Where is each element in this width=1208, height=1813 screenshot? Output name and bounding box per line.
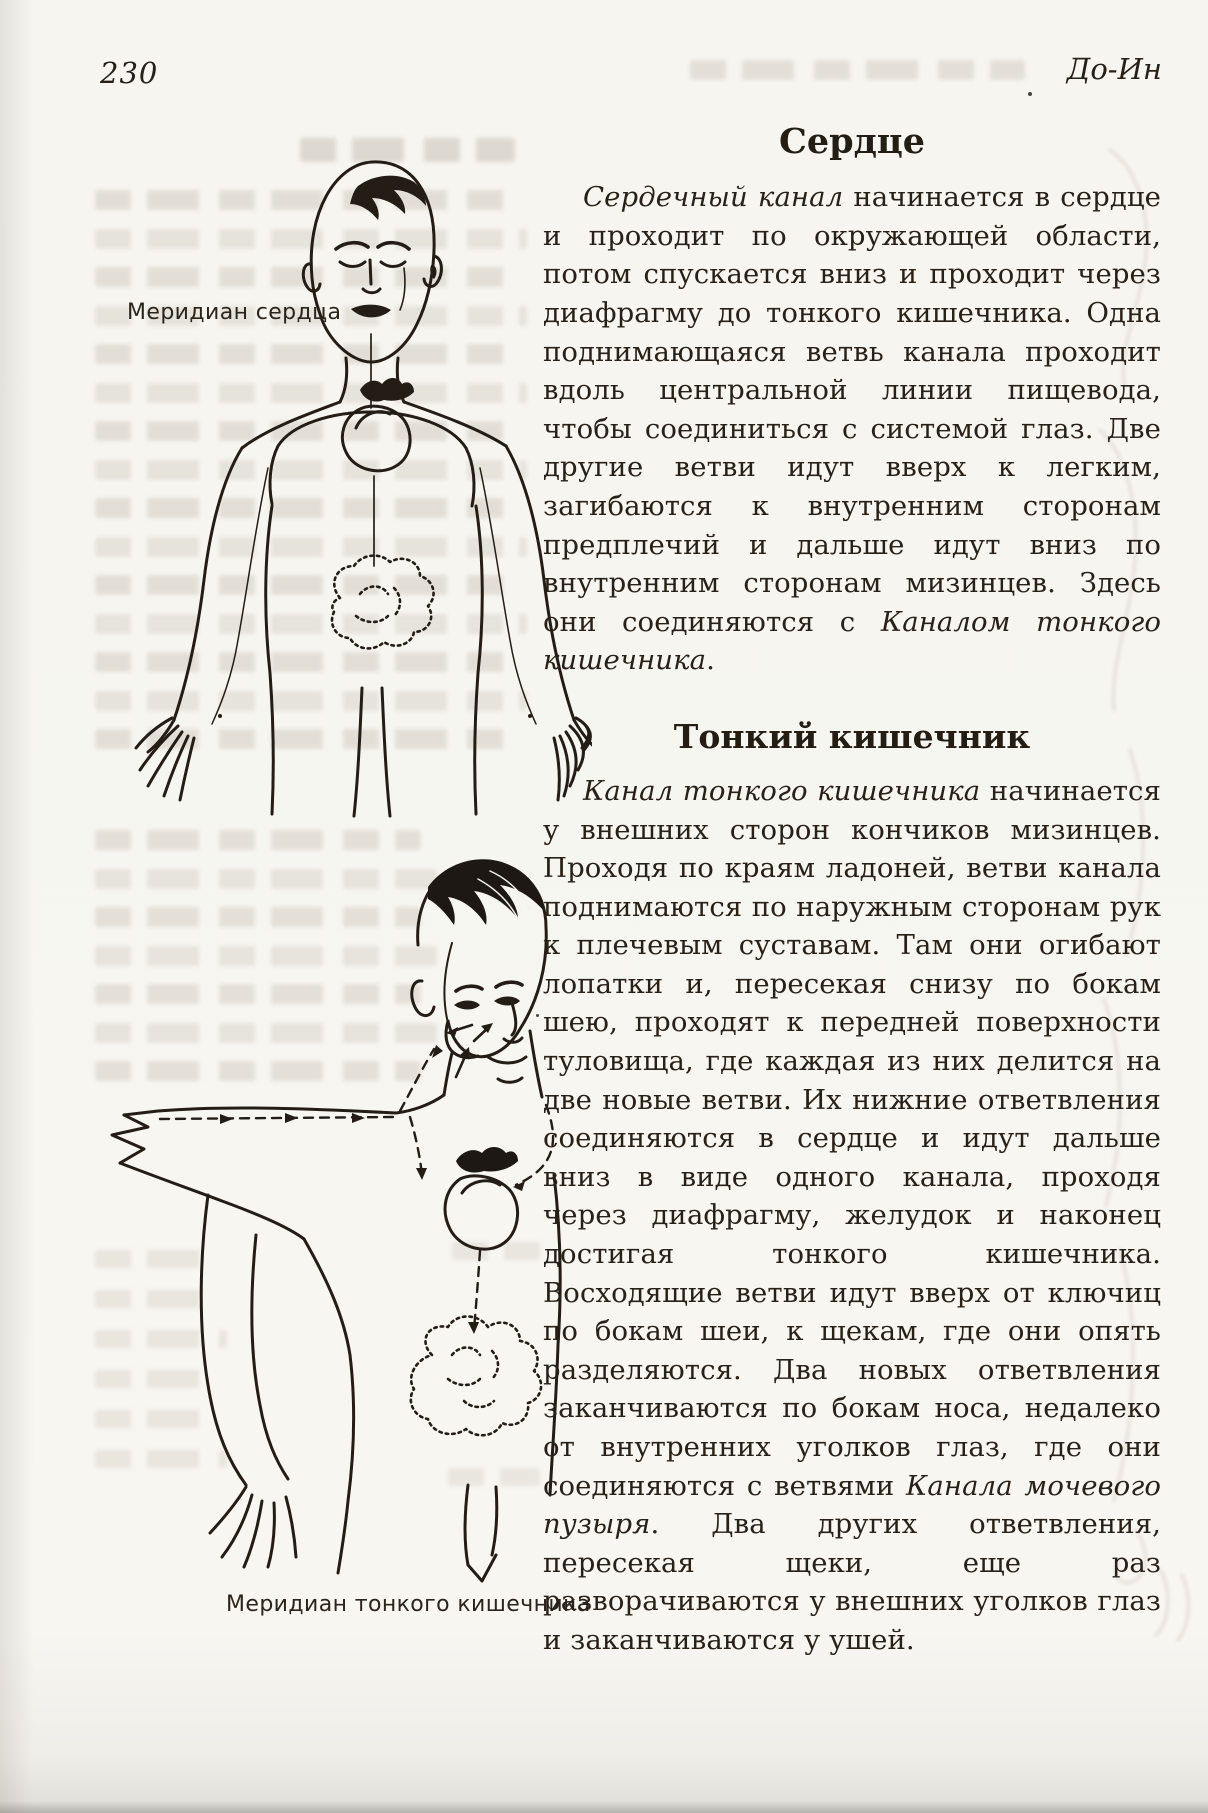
text-segment: Сердечный канал [583, 181, 844, 214]
text-segment: Канал тонкого кишечника [583, 774, 981, 807]
page-number: 230 [100, 56, 159, 90]
figure-caption-small-intestine-meridian: Меридиан тонкого кишечника [226, 1592, 591, 1617]
bleedthrough-text-line [690, 60, 1025, 80]
scan-speck [1028, 92, 1032, 96]
text-column [543, 122, 1161, 1660]
text-segment: начинается в сердце и проходит по окружающей области, потом спускается вниз и проходит через диафрагму до тонкого кишечника. Одна поднимающаяся ветвь канала проходит вдоль центральной линии пищевода, чтобы соединиться с системой глаз. Две другие ветви идут вверх к легким, загибаются к внутренним сторонам предплечий и дальше идут вниз по внутренним сторонам мизинцев. Здесь они соединяются с [543, 181, 1162, 638]
heart-meridian-illustration [122, 128, 592, 818]
running-head: До-Ин [1066, 52, 1162, 86]
text-segment: Каналом тонкого кишечника [543, 605, 1162, 677]
section-heading-heart: Сердце [778, 121, 926, 162]
paragraph-small-intestine [543, 772, 1161, 1660]
text-segment: начинается у внешних сторон кончиков мизинцев. Проходя по краям ладоней, ветви канала поднимаются по наружным сторонам рук к плечевым суставам. Там они огибают лопатки и, пересекая снизу по бокам шею, проходят к передней поверхности туловища, где каждая из них делится на две новые ветви. Их нижние ответвления соединяются в сердце и идут дальше вниз в виде одного канала, проходя через диафрагму, желудок и наконец достигая тонкого кишечника. Восходящие ветви идут вверх от ключиц по бокам шеи, к щекам, где они опять разделяются. Два новых ответвления заканчиваются по бокам носа, недалеко от внутренних уголков глаз, где они соединяются с ветвями [543, 774, 1161, 1502]
figure-caption-heart-meridian: Меридиан сердца [127, 300, 342, 325]
paragraph-heart [543, 178, 1161, 680]
small-intestine-meridian-illustration [60, 795, 565, 1585]
text-segment: . [706, 644, 715, 677]
text-segment: . Два других ответвления, пересекая щеки, еще раз разворачиваются у внешних уголков глаз и заканчиваются у ушей. [543, 1508, 1161, 1656]
text-segment: Канала мочевого пузыря [543, 1469, 1161, 1541]
section-heading-small-intestine: Тонкий кишечник [673, 716, 1031, 756]
